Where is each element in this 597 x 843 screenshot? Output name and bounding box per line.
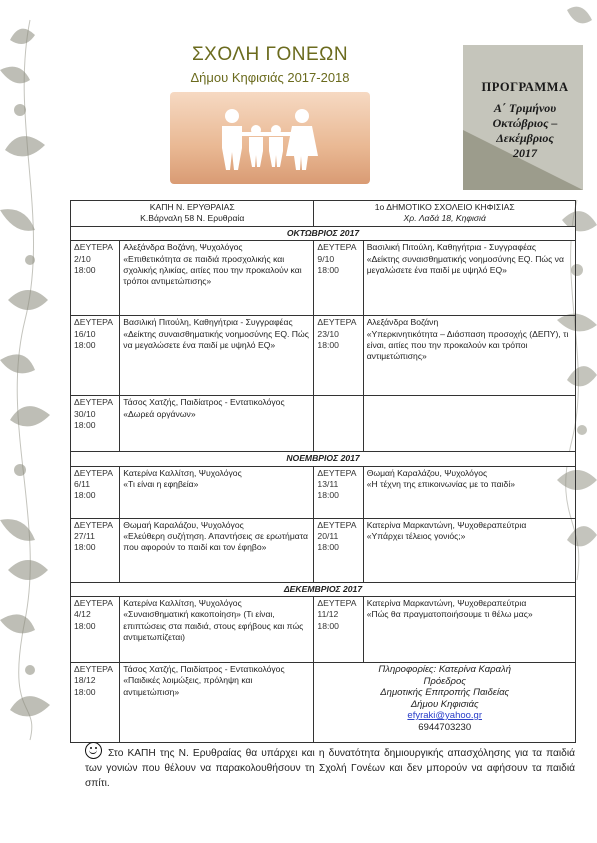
lecture-cell-empty <box>363 396 575 452</box>
lecture-cell <box>120 597 314 663</box>
time-label: 18:00 <box>317 340 339 351</box>
day-label: ΔΕΥΤΕΡΑ <box>317 598 357 609</box>
day-label: ΔΕΥΤΕΡΑ <box>74 242 114 253</box>
table-row <box>71 241 576 316</box>
info-committee: Δημοτικής Επιτροπής Παιδείας <box>380 687 510 699</box>
topic: «Δείκτης συναισθηματικής νοημοσύνης EQ. Πώς να μεγαλώσετε ένα παιδί με υψηλό EQ» <box>123 328 309 351</box>
date-label: 20/11 <box>317 531 339 542</box>
table-row <box>71 466 576 518</box>
speaker: Αλεξάνδρα Βοζάνη <box>366 317 439 328</box>
speaker: Βασιλική Πιτούλη, Καθηγήτρια - Συγγραφέας <box>366 242 537 253</box>
info-contact: Πληροφορίες: Κατερίνα Καραλή <box>378 664 511 676</box>
speaker: Βασιλική Πιτούλη, Καθηγήτρια - Συγγραφέας <box>123 317 293 328</box>
date-label: 16/10 <box>74 328 96 339</box>
time-label: 18:00 <box>74 340 96 351</box>
time-label: 18:00 <box>74 265 96 276</box>
info-cell <box>314 663 576 743</box>
program-line: Δεκέμβριος <box>496 131 554 145</box>
location-right <box>314 201 576 227</box>
date-label: 27/11 <box>74 531 95 542</box>
day-cell <box>314 518 363 582</box>
speaker: Τάσος Χατζής, Παιδίατρος - Εντατικολόγος <box>123 664 285 675</box>
date-label: 4/12 <box>74 609 91 620</box>
table-row <box>71 518 576 582</box>
date-label: 30/10 <box>74 408 96 419</box>
month-heading: ΟΚΤΩΒΡΙΟΣ 2017 <box>71 226 576 240</box>
footer-text: Στο ΚΑΠΗ της Ν. Ερυθραίας θα υπάρχει και η δυνατότητα δημιουργικής απασχόλησης για τα παιδιά των γονιών που θέλουν να παρακολουθήσουν τη Σχολή Γονέων και δεν μπορούν να αφήσουν τα παιδιά σπίτι. <box>85 748 575 789</box>
day-cell-empty <box>314 396 363 452</box>
topic: «Η τέχνη της επικοινωνίας με το παιδί» <box>366 479 516 490</box>
time-label: 18:00 <box>74 542 96 553</box>
schedule-table <box>70 200 576 743</box>
topic: «Υπάρχει τέλειος γονιός;» <box>366 531 466 542</box>
month-heading: ΝΟΕΜΒΡΙΟΣ 2017 <box>71 452 576 466</box>
topic: «Ελεύθερη συζήτηση. Απαντήσεις σε ερωτήματα που αφορούν το παιδί και τον έφηβο» <box>123 531 308 553</box>
program-line: 2017 <box>513 146 537 160</box>
month-heading: ΔΕΚΕΜΒΡΙΟΣ 2017 <box>71 582 576 596</box>
day-label: ΔΕΥΤΕΡΑ <box>317 317 357 328</box>
table-row <box>71 663 576 743</box>
lecture-cell <box>363 316 575 396</box>
phone-number: 6944703230 <box>418 721 472 733</box>
floral-ornament-left <box>0 0 70 843</box>
time-label: 18:00 <box>317 620 339 631</box>
date-label: 18/12 <box>74 675 96 686</box>
topic: «Υπερκινητικότητα – Διάσπαση προσοχής (ΔΕΠΥ), τι είναι, αιτίες που την προκαλούν και τρόποι αντιμετώπισης» <box>366 328 569 362</box>
day-cell <box>314 316 363 396</box>
program-line: Α΄ Τριμήνου <box>493 101 557 115</box>
table-row <box>71 316 576 396</box>
time-label: 18:00 <box>74 686 96 697</box>
page-title: ΣΧΟΛΗ ΓΟΝΕΩΝ <box>191 44 349 65</box>
location-right-name: 1ο ΔΗΜΟΤΙΚΟ ΣΧΟΛΕΙΟ ΚΗΦΙΣΙΑΣ <box>374 202 515 212</box>
topic: «Συναισθηματική κακοποίηση» (Τι είναι, επιπτώσεις στα παιδιά, στους εφήβους και πώς αντιμετωπίζεται) <box>123 609 304 643</box>
program-title: ΠΡΟΓΡΑΜΜΑ <box>481 80 569 94</box>
speaker: Κατερίνα Μαρκαντώνη, Ψυχοθεραπεύτρια <box>366 598 527 609</box>
location-left-name: ΚΑΠΗ Ν. ΕΡΥΘΡΑΙΑΣ <box>149 202 235 212</box>
lecture-cell <box>120 241 314 316</box>
speaker: Τάσος Χατζής, Παιδίατρος - Εντατικολόγος <box>123 397 285 408</box>
lecture-cell <box>120 518 314 582</box>
speaker: Θωμαή Καραλάζου, Ψυχολόγος <box>366 467 488 478</box>
location-left-address: Κ.Βάρναλη 58 Ν. Ερυθραία <box>140 213 245 224</box>
lecture-cell <box>120 663 314 743</box>
topic: «Δείκτης συναισθηματικής νοημοσύνης EQ. Πώς να μεγαλώσετε ένα παιδί με υψηλό EQ» <box>366 253 564 276</box>
day-label: ΔΕΥΤΕΡΑ <box>74 519 114 530</box>
time-label: 18:00 <box>74 620 96 631</box>
topic: «Δωρεά οργάνων» <box>123 408 196 419</box>
location-left <box>71 201 314 227</box>
speaker: Θωμαή Καραλάζου, Ψυχολόγος <box>123 519 244 530</box>
time-label: 18:00 <box>74 490 96 501</box>
date-label: 9/10 <box>317 253 335 264</box>
info-municipality: Δήμου Κηφισιάς <box>410 698 479 710</box>
topic: «Πώς θα πραγματοποιήσουμε τι θέλω μας» <box>366 609 533 620</box>
day-cell <box>71 466 120 518</box>
day-cell <box>71 518 120 582</box>
day-label: ΔΕΥΤΕΡΑ <box>317 519 357 530</box>
day-cell <box>71 396 120 452</box>
locations-row <box>71 201 576 227</box>
topic: «Παιδικές λοιμώξεις, πρόληψη και αντιμετώπιση» <box>123 675 253 697</box>
day-cell <box>314 241 363 316</box>
day-label: ΔΕΥΤΕΡΑ <box>74 598 114 609</box>
speaker: Κατερίνα Καλλίτση, Ψυχολόγος <box>123 598 242 609</box>
day-cell <box>71 663 120 743</box>
time-label: 18:00 <box>317 490 339 501</box>
topic: «Τι είναι η εφηβεία» <box>123 479 199 490</box>
day-label: ΔΕΥΤΕΡΑ <box>317 242 357 253</box>
lecture-cell <box>120 466 314 518</box>
date-label: 6/11 <box>74 479 91 490</box>
day-label: ΔΕΥΤΕΡΑ <box>74 397 114 408</box>
month-row <box>71 452 576 466</box>
date-label: 23/10 <box>317 328 339 339</box>
day-cell <box>314 466 363 518</box>
date-label: 2/10 <box>74 253 91 264</box>
lecture-cell <box>363 597 575 663</box>
program-line: Οκτώβριος – <box>492 116 558 130</box>
day-label: ΔΕΥΤΕΡΑ <box>74 467 114 478</box>
date-label: 13/11 <box>317 479 339 490</box>
location-right-address: Χρ. Λαδά 18, Κηφισιά <box>403 213 486 224</box>
footer-note <box>85 742 575 791</box>
table-row <box>71 597 576 663</box>
table-row <box>71 396 576 452</box>
lecture-cell <box>363 518 575 582</box>
lecture-cell <box>120 396 314 452</box>
day-label: ΔΕΥΤΕΡΑ <box>74 664 114 675</box>
day-cell <box>314 597 363 663</box>
day-label: ΔΕΥΤΕΡΑ <box>74 317 114 328</box>
day-cell <box>71 316 120 396</box>
lecture-cell <box>363 241 575 316</box>
date-label: 11/12 <box>317 609 339 620</box>
lecture-cell <box>363 466 575 518</box>
time-label: 18:00 <box>317 265 339 276</box>
email-link[interactable]: efyraki@yahoo.gr <box>407 710 483 722</box>
speaker: Κατερίνα Μαρκαντώνη, Ψυχοθεραπεύτρια <box>366 519 527 530</box>
month-row <box>71 582 576 596</box>
month-row <box>71 226 576 240</box>
speaker: Αλεξάνδρα Βοζάνη, Ψυχολόγος <box>123 242 243 253</box>
page-subtitle: Δήμου Κηφισιάς 2017-2018 <box>190 70 350 85</box>
topic: «Επιθετικότητα σε παιδιά προσχολικής και σχολικής ηλικίας, αιτίες που την προκαλούν και τρόποι αντιμετώπισης» <box>123 253 302 287</box>
day-cell <box>71 597 120 663</box>
time-label: 18:00 <box>74 420 96 431</box>
program-label <box>470 80 580 161</box>
smiley-icon <box>85 742 102 759</box>
day-cell <box>71 241 120 316</box>
day-label: ΔΕΥΤΕΡΑ <box>317 467 357 478</box>
info-role: Πρόεδρος <box>423 675 466 687</box>
time-label: 18:00 <box>317 542 339 553</box>
lecture-cell <box>120 316 314 396</box>
speaker: Κατερίνα Καλλίτση, Ψυχολόγος <box>123 467 242 478</box>
paper-family-image <box>170 92 370 184</box>
